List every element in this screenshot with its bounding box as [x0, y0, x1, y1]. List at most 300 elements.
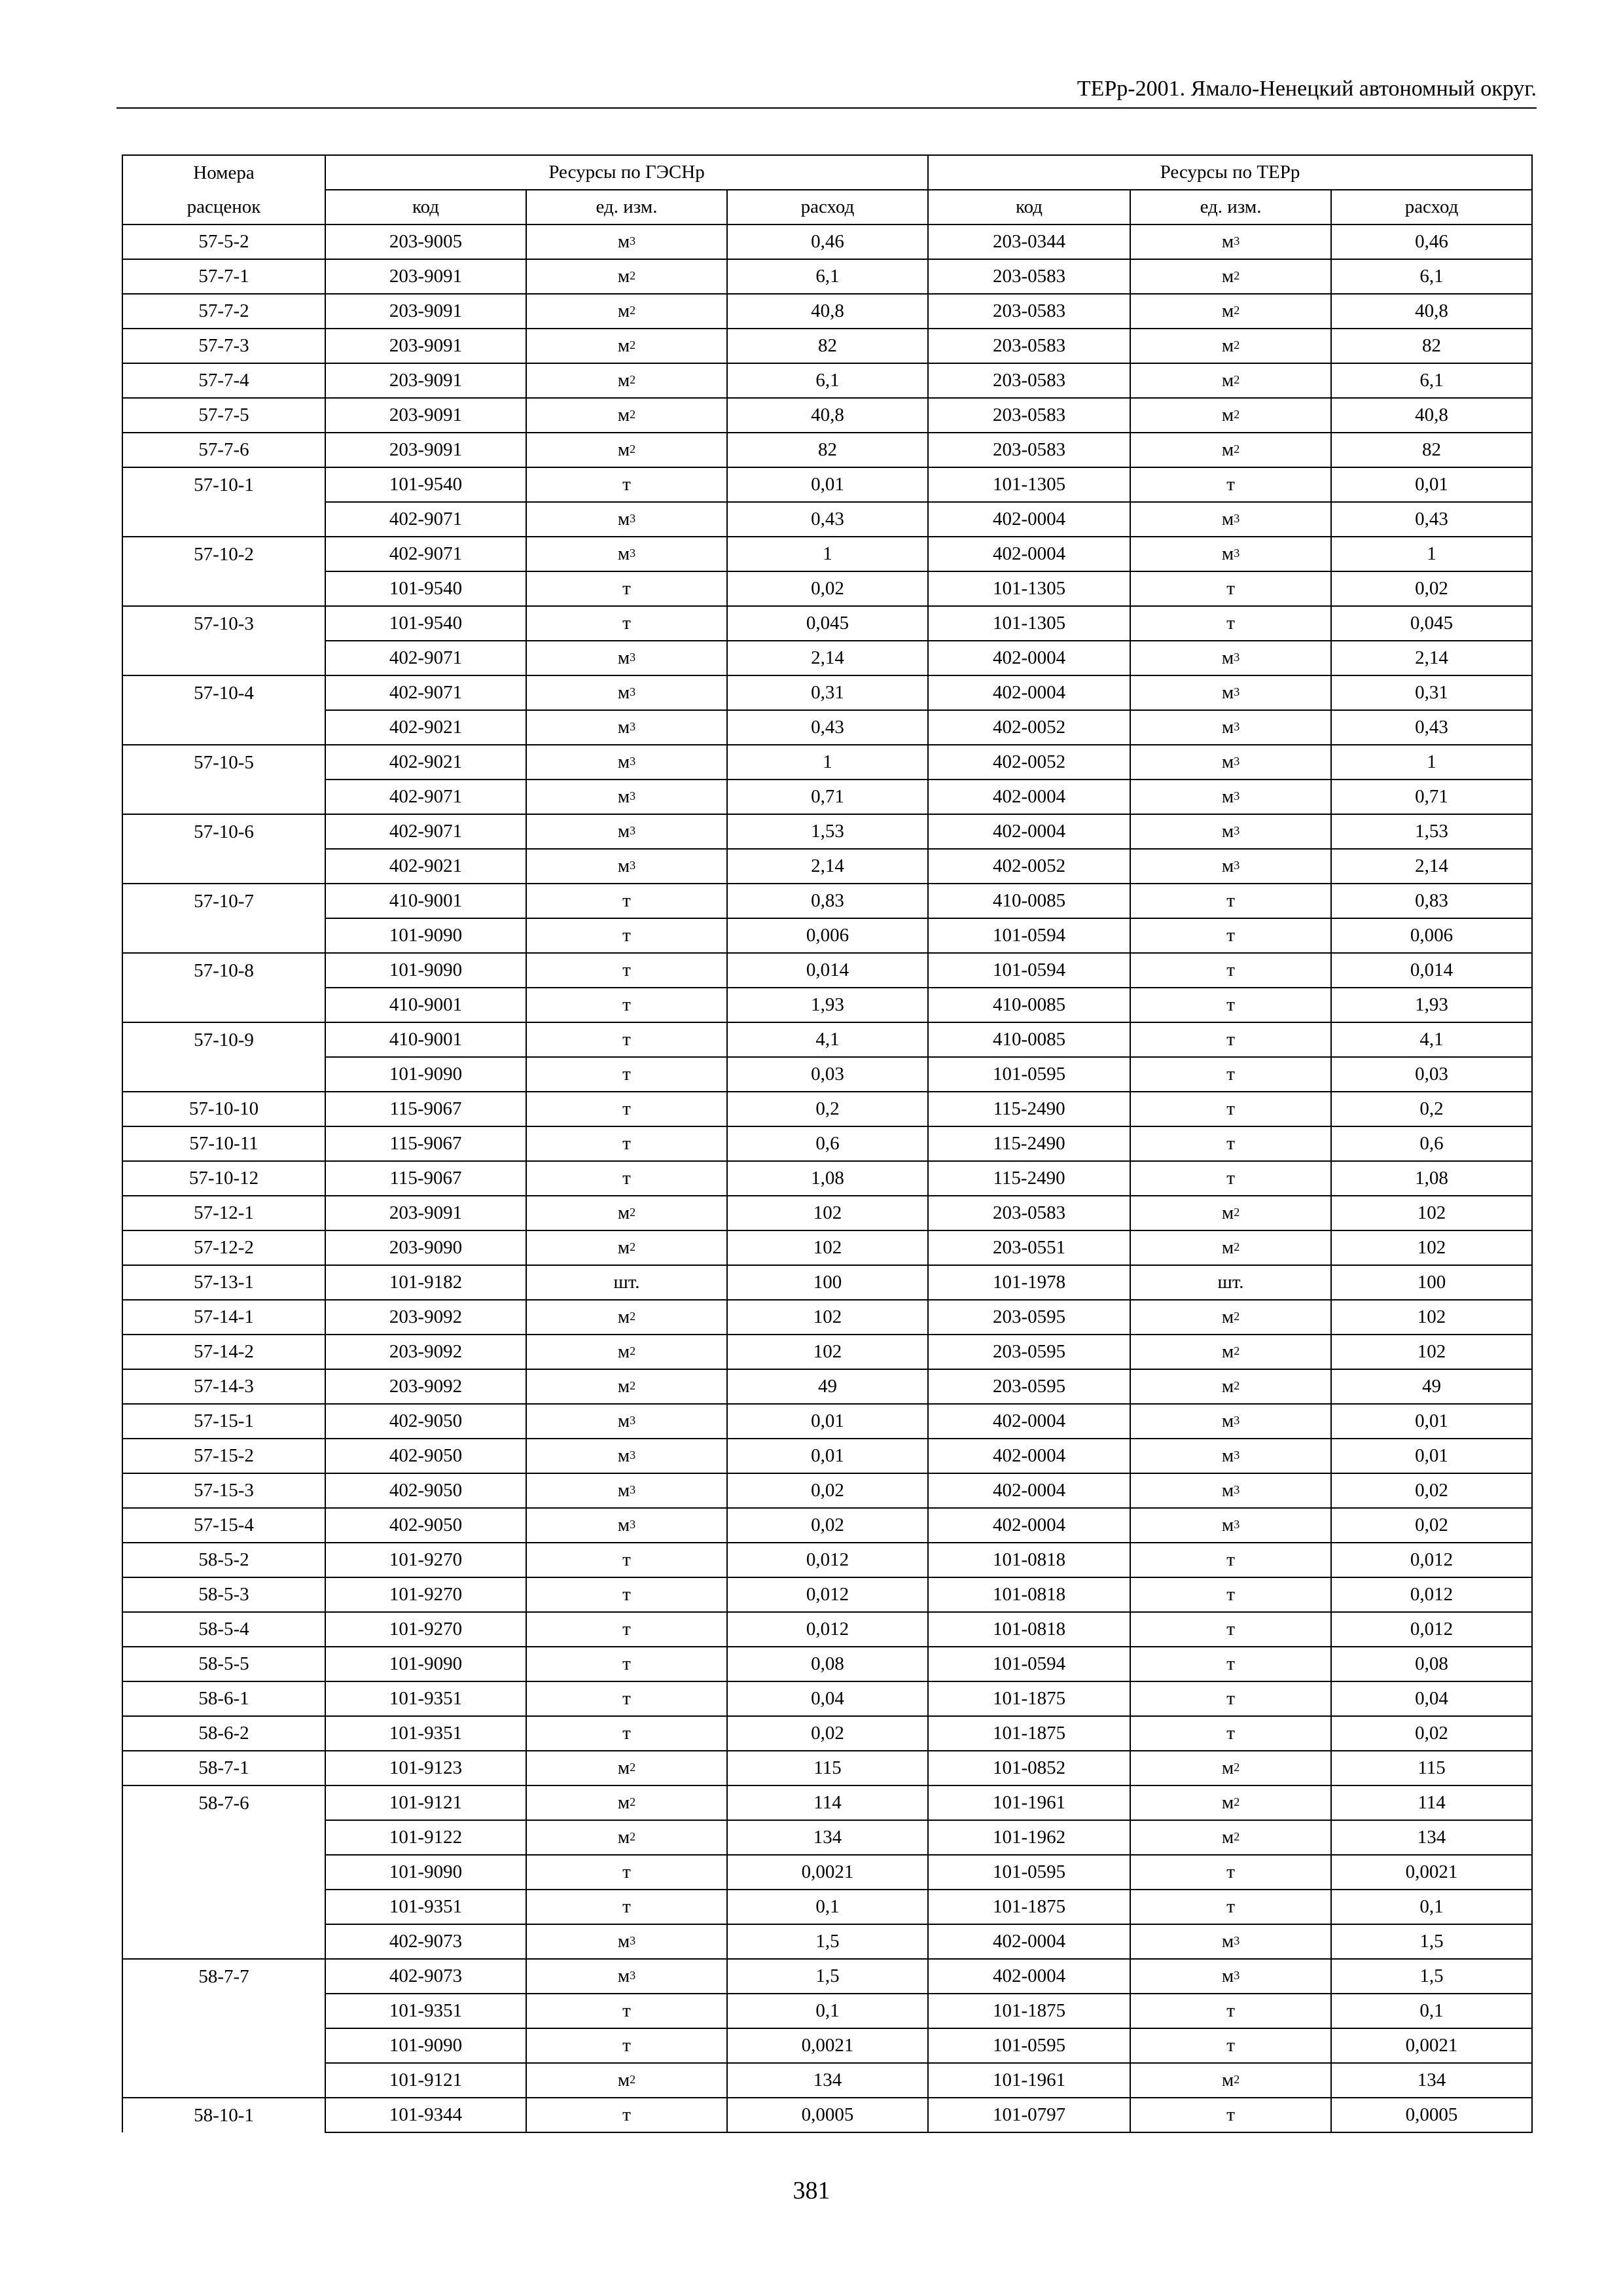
cell-ter-code: 101-1305 — [928, 571, 1130, 606]
cell-ter-unit-text: м — [1221, 335, 1234, 356]
cell-ter-code: 402-0004 — [928, 641, 1130, 675]
cell-ter-amount: 0,04 — [1331, 1681, 1532, 1716]
cell-rate-number — [122, 2063, 325, 2098]
cell-ter-code: 402-0004 — [928, 1473, 1130, 1508]
cell-gesn-code: 101-9351 — [325, 1890, 526, 1924]
cell-gesn-unit-text: т — [622, 1723, 631, 1744]
cell-gesn-code: 101-9540 — [325, 571, 526, 606]
cell-rate-number — [122, 1994, 325, 2028]
cell-ter-unit-text: м — [1221, 231, 1234, 252]
cell-gesn-unit — [526, 502, 727, 537]
cell-ter-unit-exponent: 2 — [1234, 338, 1240, 351]
cell-gesn-unit — [526, 1057, 727, 1092]
cell-gesn-unit-exponent: 2 — [630, 304, 636, 317]
cell-gesn-amount: 0,012 — [727, 1577, 928, 1612]
cell-gesn-unit-exponent: 2 — [630, 1761, 636, 1774]
cell-ter-amount: 0,012 — [1331, 1577, 1532, 1612]
cell-gesn-unit-exponent: 2 — [630, 442, 636, 456]
cell-ter-unit — [1130, 884, 1331, 918]
cell-ter-code: 101-1875 — [928, 1890, 1130, 1924]
cell-gesn-amount: 102 — [727, 1230, 928, 1265]
resources-table-wrapper — [122, 154, 1531, 2133]
cell-ter-unit — [1130, 606, 1331, 641]
cell-ter-amount: 0,1 — [1331, 1890, 1532, 1924]
cell-ter-amount: 82 — [1331, 433, 1532, 467]
table-row — [122, 1785, 1532, 1820]
header-rates-line1: Номера — [122, 155, 325, 190]
cell-ter-amount: 40,8 — [1331, 294, 1532, 329]
table-row — [122, 1161, 1532, 1196]
cell-gesn-amount: 0,01 — [727, 467, 928, 502]
cell-gesn-unit-text: т — [622, 474, 631, 495]
cell-gesn-unit — [526, 1751, 727, 1785]
cell-ter-unit — [1130, 363, 1331, 398]
cell-ter-amount: 0,0021 — [1331, 2028, 1532, 2063]
cell-rate-number: 57-10-10 — [122, 1092, 325, 1126]
cell-gesn-code: 101-9182 — [325, 1265, 526, 1300]
header-gesn-unit: ед. изм. — [526, 190, 727, 224]
cell-ter-code: 203-0583 — [928, 363, 1130, 398]
cell-ter-unit-exponent: 3 — [1234, 547, 1240, 560]
header-gesn-amount: расход — [727, 190, 928, 224]
cell-ter-unit-exponent: 3 — [1234, 1483, 1240, 1496]
cell-gesn-amount: 82 — [727, 329, 928, 363]
cell-gesn-unit-text: м — [617, 335, 630, 356]
cell-ter-unit-exponent: 3 — [1234, 234, 1240, 247]
cell-ter-unit-text: т — [1226, 2035, 1235, 2056]
cell-ter-code: 203-0583 — [928, 1196, 1130, 1230]
cell-gesn-amount: 0,1 — [727, 1994, 928, 2028]
cell-gesn-code: 402-9071 — [325, 814, 526, 849]
cell-gesn-amount: 0,46 — [727, 224, 928, 259]
table-row — [122, 918, 1532, 953]
cell-ter-code: 203-0583 — [928, 329, 1130, 363]
cell-gesn-code: 402-9050 — [325, 1473, 526, 1508]
cell-gesn-unit-text: м — [617, 1445, 630, 1466]
cell-ter-amount: 0,0021 — [1331, 1855, 1532, 1890]
cell-gesn-unit-exponent: 3 — [630, 1934, 636, 1947]
table-row — [122, 641, 1532, 675]
cell-rate-number: 58-5-5 — [122, 1647, 325, 1681]
table-row — [122, 1057, 1532, 1092]
cell-gesn-unit-exponent: 2 — [630, 269, 636, 282]
cell-ter-unit-exponent: 3 — [1234, 651, 1240, 664]
cell-ter-amount: 0,46 — [1331, 224, 1532, 259]
cell-gesn-amount: 114 — [727, 1785, 928, 1820]
cell-gesn-code: 101-9121 — [325, 2063, 526, 2098]
cell-ter-unit-text: м — [1221, 2070, 1234, 2090]
cell-ter-unit — [1130, 1890, 1331, 1924]
cell-rate-number: 58-5-3 — [122, 1577, 325, 1612]
cell-ter-unit-text: т — [1226, 1064, 1235, 1085]
table-row — [122, 224, 1532, 259]
cell-ter-unit — [1130, 849, 1331, 884]
table-header-row-1 — [122, 155, 1532, 190]
cell-gesn-code: 101-9090 — [325, 953, 526, 988]
cell-ter-unit — [1130, 433, 1331, 467]
cell-ter-unit — [1130, 1681, 1331, 1716]
cell-ter-unit-exponent: 3 — [1234, 1448, 1240, 1462]
cell-rate-number: 57-10-3 — [122, 606, 325, 641]
cell-rate-number: 57-12-2 — [122, 1230, 325, 1265]
cell-gesn-amount: 0,01 — [727, 1404, 928, 1439]
cell-ter-unit — [1130, 1716, 1331, 1751]
cell-gesn-unit-text: т — [622, 2104, 631, 2125]
cell-gesn-unit-exponent: 2 — [630, 1830, 636, 1843]
cell-gesn-unit-text: м — [617, 300, 630, 321]
cell-gesn-unit-text: т — [622, 1098, 631, 1119]
cell-gesn-unit — [526, 953, 727, 988]
cell-ter-unit-text: т — [1226, 1861, 1235, 1882]
cell-ter-unit — [1130, 1473, 1331, 1508]
cell-gesn-code: 402-9071 — [325, 537, 526, 571]
cell-ter-code: 101-0818 — [928, 1543, 1130, 1577]
cell-ter-code: 101-1962 — [928, 1820, 1130, 1855]
table-row — [122, 780, 1532, 814]
cell-ter-code: 115-2490 — [928, 1092, 1130, 1126]
cell-rate-number — [122, 641, 325, 675]
cell-gesn-code: 402-9071 — [325, 502, 526, 537]
cell-ter-unit — [1130, 1300, 1331, 1335]
table-row — [122, 1647, 1532, 1681]
cell-gesn-amount: 0,03 — [727, 1057, 928, 1092]
cell-ter-unit-text: т — [1226, 1896, 1235, 1917]
cell-ter-unit-exponent: 2 — [1234, 1379, 1240, 1392]
cell-gesn-amount: 102 — [727, 1196, 928, 1230]
cell-rate-number — [122, 1924, 325, 1959]
cell-gesn-amount: 6,1 — [727, 259, 928, 294]
cell-ter-amount: 0,01 — [1331, 1404, 1532, 1439]
cell-gesn-code: 203-9091 — [325, 398, 526, 433]
cell-ter-code: 101-0852 — [928, 1751, 1130, 1785]
cell-ter-unit-text: т — [1226, 994, 1235, 1015]
cell-gesn-unit-text: т — [622, 960, 631, 980]
cell-gesn-unit — [526, 467, 727, 502]
cell-gesn-unit-text: т — [622, 2035, 631, 2056]
cell-gesn-unit-text: м — [617, 1480, 630, 1501]
cell-ter-unit-text: т — [1226, 1133, 1235, 1154]
cell-gesn-unit — [526, 398, 727, 433]
table-row — [122, 814, 1532, 849]
cell-gesn-unit-exponent: 2 — [630, 373, 636, 386]
cell-ter-unit — [1130, 988, 1331, 1022]
cell-rate-number: 57-15-4 — [122, 1508, 325, 1543]
cell-ter-amount: 134 — [1331, 1820, 1532, 1855]
cell-gesn-unit-exponent: 3 — [630, 1518, 636, 1531]
table-row — [122, 2028, 1532, 2063]
cell-gesn-amount: 134 — [727, 1820, 928, 1855]
table-row — [122, 1543, 1532, 1577]
cell-rate-number — [122, 1890, 325, 1924]
cell-gesn-unit — [526, 675, 727, 710]
cell-gesn-unit-exponent: 2 — [630, 1240, 636, 1253]
cell-ter-amount: 1,53 — [1331, 814, 1532, 849]
cell-gesn-code: 402-9073 — [325, 1924, 526, 1959]
cell-ter-amount: 4,1 — [1331, 1022, 1532, 1057]
cell-rate-number: 57-5-2 — [122, 224, 325, 259]
cell-ter-unit-text: м — [1221, 439, 1234, 460]
cell-ter-code: 101-0595 — [928, 1057, 1130, 1092]
cell-rate-number: 57-15-2 — [122, 1439, 325, 1473]
cell-ter-amount: 0,2 — [1331, 1092, 1532, 1126]
cell-ter-unit-text: м — [1221, 266, 1234, 287]
cell-ter-unit — [1130, 224, 1331, 259]
table-row — [122, 675, 1532, 710]
cell-ter-unit-exponent: 3 — [1234, 1414, 1240, 1427]
cell-ter-unit-text: м — [1221, 300, 1234, 321]
cell-rate-number — [122, 988, 325, 1022]
cell-gesn-amount: 0,31 — [727, 675, 928, 710]
cell-ter-amount: 0,71 — [1331, 780, 1532, 814]
cell-gesn-unit-text: т — [622, 1168, 631, 1189]
cell-ter-amount: 1,93 — [1331, 988, 1532, 1022]
cell-ter-unit — [1130, 1092, 1331, 1126]
cell-gesn-code: 203-9091 — [325, 433, 526, 467]
cell-gesn-unit-exponent: 3 — [630, 1483, 636, 1496]
cell-ter-unit — [1130, 1369, 1331, 1404]
cell-ter-code: 203-0595 — [928, 1300, 1130, 1335]
cell-gesn-code: 203-9092 — [325, 1369, 526, 1404]
cell-gesn-amount: 1,53 — [727, 814, 928, 849]
cell-rate-number: 58-10-1 — [122, 2098, 325, 2132]
cell-rate-number: 57-14-1 — [122, 1300, 325, 1335]
cell-rate-number: 57-10-9 — [122, 1022, 325, 1057]
cell-ter-amount: 2,14 — [1331, 849, 1532, 884]
cell-ter-amount: 0,0005 — [1331, 2098, 1532, 2132]
cell-ter-code: 203-0595 — [928, 1369, 1130, 1404]
cell-ter-unit — [1130, 1994, 1331, 2028]
cell-gesn-code: 402-9021 — [325, 849, 526, 884]
cell-ter-unit-text: т — [1226, 1549, 1235, 1570]
cell-gesn-amount: 0,08 — [727, 1647, 928, 1681]
cell-gesn-unit — [526, 1092, 727, 1126]
cell-ter-unit-text: м — [1221, 1792, 1234, 1813]
cell-ter-unit-text: т — [1226, 1584, 1235, 1605]
table-row — [122, 745, 1532, 780]
table-row — [122, 1508, 1532, 1543]
cell-gesn-code: 410-9001 — [325, 988, 526, 1022]
cell-gesn-code: 203-9092 — [325, 1300, 526, 1335]
cell-rate-number: 57-10-12 — [122, 1161, 325, 1196]
cell-ter-unit — [1130, 537, 1331, 571]
cell-ter-code: 101-0797 — [928, 2098, 1130, 2132]
cell-rate-number — [122, 710, 325, 745]
cell-gesn-code: 203-9090 — [325, 1230, 526, 1265]
cell-gesn-unit-text: т — [622, 578, 631, 599]
table-row — [122, 710, 1532, 745]
cell-rate-number: 57-15-1 — [122, 1404, 325, 1439]
cell-ter-amount: 0,014 — [1331, 953, 1532, 988]
cell-gesn-amount: 6,1 — [727, 363, 928, 398]
table-row — [122, 1022, 1532, 1057]
table-row — [122, 849, 1532, 884]
cell-ter-code: 402-0004 — [928, 814, 1130, 849]
cell-gesn-amount: 0,014 — [727, 953, 928, 988]
cell-ter-unit — [1130, 1196, 1331, 1230]
cell-gesn-code: 402-9073 — [325, 1959, 526, 1994]
cell-ter-code: 402-0004 — [928, 1924, 1130, 1959]
table-row — [122, 1092, 1532, 1126]
cell-gesn-unit-text: м — [617, 1341, 630, 1362]
cell-ter-code: 402-0052 — [928, 745, 1130, 780]
table-row — [122, 1335, 1532, 1369]
table-row — [122, 2098, 1532, 2132]
cell-rate-number: 57-15-3 — [122, 1473, 325, 1508]
cell-gesn-unit — [526, 537, 727, 571]
cell-ter-amount: 0,6 — [1331, 1126, 1532, 1161]
cell-gesn-unit-exponent: 2 — [630, 338, 636, 351]
table-header-row-2 — [122, 190, 1532, 224]
cell-gesn-unit — [526, 1508, 727, 1543]
cell-gesn-code: 402-9071 — [325, 780, 526, 814]
cell-gesn-amount: 82 — [727, 433, 928, 467]
header-group-ter: Ресурсы по ТЕРр — [928, 155, 1532, 190]
cell-gesn-amount: 2,14 — [727, 641, 928, 675]
table-row — [122, 1890, 1532, 1924]
cell-ter-code: 203-0583 — [928, 398, 1130, 433]
cell-ter-code: 203-0344 — [928, 224, 1130, 259]
cell-ter-unit-exponent: 3 — [1234, 720, 1240, 733]
cell-ter-amount: 102 — [1331, 1230, 1532, 1265]
cell-gesn-amount: 1,93 — [727, 988, 928, 1022]
cell-gesn-unit-text: м — [617, 439, 630, 460]
cell-gesn-unit — [526, 571, 727, 606]
cell-ter-code: 402-0052 — [928, 849, 1130, 884]
cell-ter-unit — [1130, 1057, 1331, 1092]
cell-gesn-unit — [526, 1543, 727, 1577]
cell-ter-unit — [1130, 2028, 1331, 2063]
cell-ter-unit-text: т — [1226, 2000, 1235, 2021]
cell-ter-unit — [1130, 2063, 1331, 2098]
cell-ter-unit-exponent: 2 — [1234, 1830, 1240, 1843]
cell-gesn-unit — [526, 1161, 727, 1196]
cell-ter-amount: 0,43 — [1331, 502, 1532, 537]
cell-ter-unit-text: м — [1221, 1445, 1234, 1466]
cell-ter-code: 410-0085 — [928, 884, 1130, 918]
table-row — [122, 1716, 1532, 1751]
cell-ter-unit-text: т — [1226, 1619, 1235, 1640]
cell-gesn-amount: 1,5 — [727, 1959, 928, 1994]
cell-gesn-unit-exponent: 2 — [630, 1795, 636, 1808]
cell-ter-unit — [1130, 1855, 1331, 1890]
cell-gesn-unit-text: м — [617, 1410, 630, 1431]
cell-ter-unit-exponent: 2 — [1234, 408, 1240, 421]
cell-rate-number: 58-5-4 — [122, 1612, 325, 1647]
cell-ter-unit — [1130, 641, 1331, 675]
table-row — [122, 329, 1532, 363]
cell-ter-code: 402-0052 — [928, 710, 1130, 745]
cell-gesn-code: 203-9005 — [325, 224, 526, 259]
cell-rate-number: 57-14-3 — [122, 1369, 325, 1404]
table-row — [122, 884, 1532, 918]
cell-ter-unit — [1130, 1161, 1331, 1196]
cell-ter-amount: 0,02 — [1331, 1508, 1532, 1543]
cell-gesn-unit — [526, 1924, 727, 1959]
cell-gesn-amount: 0,43 — [727, 502, 928, 537]
cell-rate-number: 58-7-1 — [122, 1751, 325, 1785]
resources-table — [122, 154, 1533, 2133]
cell-ter-unit-text: м — [1221, 370, 1234, 391]
cell-gesn-amount: 0,01 — [727, 1439, 928, 1473]
cell-rate-number: 57-7-5 — [122, 398, 325, 433]
cell-gesn-amount: 0,012 — [727, 1612, 928, 1647]
cell-ter-unit — [1130, 1647, 1331, 1681]
cell-gesn-unit-text: м — [617, 1757, 630, 1778]
cell-ter-unit — [1130, 1439, 1331, 1473]
cell-ter-unit — [1130, 1230, 1331, 1265]
cell-gesn-unit-exponent: 2 — [630, 1206, 636, 1219]
cell-ter-unit-text: м — [1221, 1965, 1234, 1986]
cell-gesn-code: 101-9540 — [325, 467, 526, 502]
cell-gesn-amount: 0,2 — [727, 1092, 928, 1126]
cell-ter-unit-exponent: 3 — [1234, 512, 1240, 525]
cell-ter-amount: 102 — [1331, 1335, 1532, 1369]
cell-rate-number: 58-7-6 — [122, 1785, 325, 1820]
header-ter-amount: расход — [1331, 190, 1532, 224]
header-gesn-code: код — [325, 190, 526, 224]
cell-rate-number: 57-7-3 — [122, 329, 325, 363]
cell-ter-code: 101-0818 — [928, 1612, 1130, 1647]
cell-gesn-unit — [526, 1369, 727, 1404]
cell-gesn-unit-text: т — [622, 890, 631, 911]
cell-ter-amount: 0,1 — [1331, 1994, 1532, 2028]
cell-ter-amount: 6,1 — [1331, 259, 1532, 294]
table-row — [122, 259, 1532, 294]
cell-ter-amount: 0,31 — [1331, 675, 1532, 710]
cell-ter-unit-text: м — [1221, 543, 1234, 564]
cell-ter-unit — [1130, 1404, 1331, 1439]
cell-rate-number — [122, 571, 325, 606]
cell-gesn-unit — [526, 884, 727, 918]
cell-gesn-code: 101-9540 — [325, 606, 526, 641]
cell-gesn-unit-exponent: 3 — [630, 512, 636, 525]
table-row — [122, 433, 1532, 467]
cell-ter-amount: 0,01 — [1331, 467, 1532, 502]
cell-gesn-amount: 102 — [727, 1335, 928, 1369]
cell-gesn-unit — [526, 780, 727, 814]
cell-rate-number — [122, 2028, 325, 2063]
cell-ter-code: 101-1978 — [928, 1265, 1130, 1300]
cell-ter-code: 402-0004 — [928, 537, 1130, 571]
table-row — [122, 1924, 1532, 1959]
cell-ter-amount: 1,5 — [1331, 1959, 1532, 1994]
cell-gesn-unit-text: т — [622, 1549, 631, 1570]
cell-rate-number: 57-7-1 — [122, 259, 325, 294]
cell-rate-number: 57-10-5 — [122, 745, 325, 780]
cell-gesn-unit — [526, 1404, 727, 1439]
cell-gesn-unit-text: т — [622, 1619, 631, 1640]
cell-gesn-code: 203-9092 — [325, 1335, 526, 1369]
table-body — [122, 224, 1532, 2132]
cell-ter-unit — [1130, 1265, 1331, 1300]
cell-gesn-unit-text: м — [617, 1931, 630, 1952]
cell-ter-unit — [1130, 953, 1331, 988]
cell-ter-unit — [1130, 1577, 1331, 1612]
cell-rate-number: 57-12-1 — [122, 1196, 325, 1230]
cell-ter-unit-text: т — [1226, 1098, 1235, 1119]
cell-ter-unit — [1130, 918, 1331, 953]
cell-ter-unit-text: м — [1221, 751, 1234, 772]
cell-gesn-code: 101-9121 — [325, 1785, 526, 1820]
cell-ter-amount: 100 — [1331, 1265, 1532, 1300]
cell-gesn-unit-exponent: 3 — [630, 755, 636, 768]
table-row — [122, 363, 1532, 398]
cell-gesn-unit — [526, 1473, 727, 1508]
cell-ter-unit-exponent: 2 — [1234, 304, 1240, 317]
cell-ter-amount: 0,006 — [1331, 918, 1532, 953]
cell-gesn-unit — [526, 224, 727, 259]
cell-gesn-code: 402-9021 — [325, 745, 526, 780]
